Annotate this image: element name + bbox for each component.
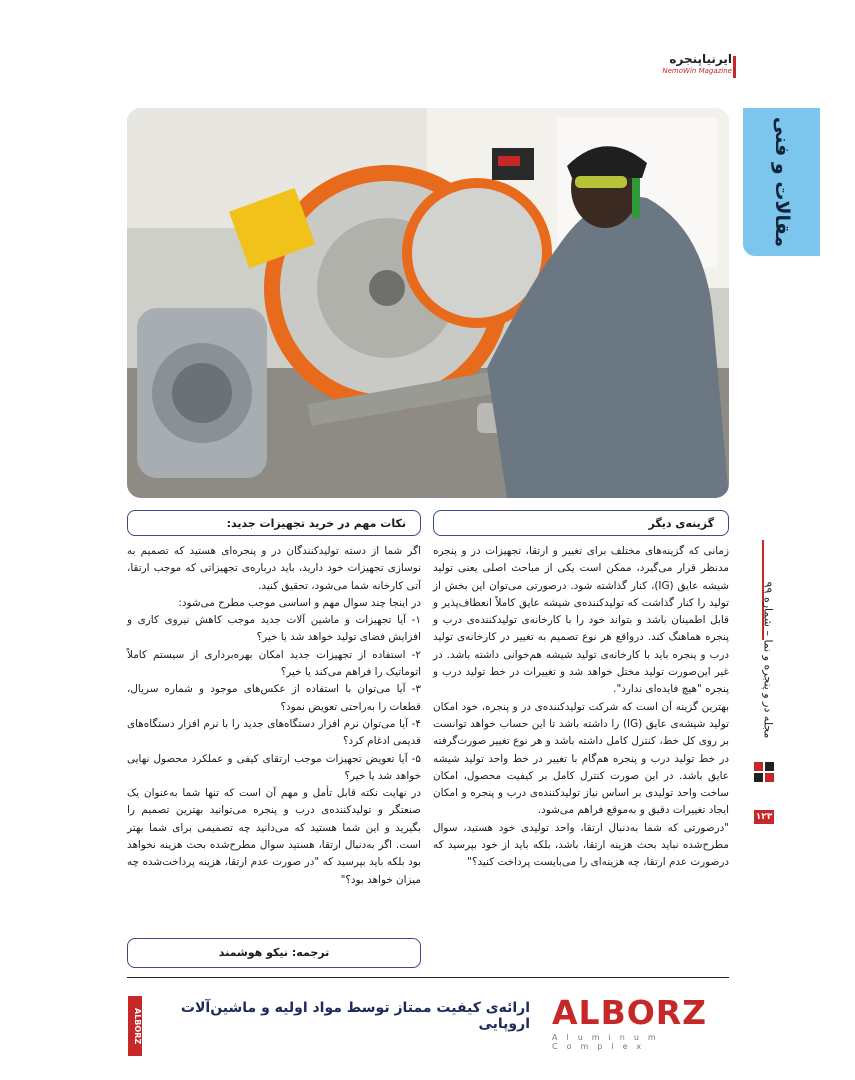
ad-slogan: ارائه‌ی کیفیت ممتاز توسط مواد اولیه و ماشین‌آلات اروپایی [180,1000,530,1032]
left-paragraph-conclusion: در نهایت نکته قابل تأمل و مهم آن است که تنها شما به‌عنوان یک صنعتگر و تولیدکننده‌ی درب و پنجره می‌توانید بهترین تصمیم را بگیرید و این شما هستید که می‌دانید چه تصمیمی برای شما بهتر است. اگر به‌دنبال ارتقا، هستید سوال مطرح‌شده بحث هزینه نخواهد بود بلکه باید بپرسید که "در صورت عدم ارتقا، هزینه پرداخت‌شده چه میزان خواهد بود؟" [127,787,421,886]
right-column-body [433,543,729,872]
logo-persian-text: ایرنیاپنجره [669,52,732,66]
footer-divider [127,977,729,978]
logo-english-text: NemoWin Magazine [662,67,732,75]
left-list-item-4: ۴- آیا می‌توان نرم افزار دستگاه‌های جدید را با نرم افزار دستگاه‌های قدیمی ادغام کرد؟ [127,717,421,748]
right-paragraph-1: زمانی که گزینه‌های مختلف برای تغییر و ارتقا، تجهیزات در و پنجره مدنظر قرار می‌گیرد، ممکن است یکی از مباحث اصلی یعنی تولید شیشه عایق (IG)، کنار گذاشته شود. درصورتی می‌توان این بخش از تولید را کنار گذاشت که تولیدکننده‌ی شیشه عایق کاملاً انعطاف‌پذیر و قابل اطمینان باشد و بتواند خود را با کارخانه‌ی تولیدکننده‌ی درب و پنجره هماهنگ کند. درواقع هر نوع تصمیم به تغییر در کارخانه‌ی تولید درب و پنجره باید با کارخانه‌ی تولید شیشه هم‌خوانی داشته باشد. در غیر این‌صورت تولید مختل خواهد شد و تغییرات در خط تولید درب و پنجره "هیچ فایده‌ای ندارد". [433,545,730,696]
right-paragraph-3: "درصورتی که شما به‌دنبال ارتقا، واحد تولیدی خود هستید، سوال مطرح‌شده نباید بحث هزینه ارتقا، باشد، بلکه باید از خود بپرسید که درصورت عدم ارتقا، چه هزینه‌ای را می‌بایست پرداخت کنید؟" [433,821,729,869]
ad-brand-logo [552,995,730,1051]
left-column-body [127,543,421,889]
ad-vertical-brand: ALBORZ [128,996,142,1056]
worker-saw-illustration [127,108,729,498]
right-paragraph-2: بهترین گزینه آن است که شرکت تولیدکننده‌ی در و پنجره، خود امکان تولید شیشه‌ی عایق (IG) را داشته باشد تا این حساب خواهد توانست بر روی کل خط، کنترل کامل داشته باشد و هر نوع تغییر صورت‌گرفته در خط تولید درب و پنجره هم‌گام با تغییر در خط واحد تولید شیشه عایق باشد. در این صورت کنترل کامل بر کیفیت محصول، امکان ساخت واحد تولیدی بر اساس نیاز تولیدکننده‌ی درب و پنجره و امکان ایجاد تغییرات دقیق و به‌موقع فراهم می‌شود. [433,700,729,817]
window-logo-icon [752,760,776,786]
page-number: ۱۲۳ [755,812,773,822]
logo-accent-bar [733,56,736,78]
ad-brand-name: ALBORZ [552,993,708,1032]
section-tab-label: مقالات و فنی [770,116,793,248]
left-list-item-5: ۵- آیا تعویض تجهیزات موجب ارتقای کیفی و عملکرد محصول نهایی خواهد شد یا خیر؟ [127,752,421,782]
magazine-issue-label: مجله در و پنجره و نما – شماره ۹۹ [761,581,775,739]
ad-brand-subtitle: Aluminum Complex [552,1033,665,1051]
left-list-item-1: ۱- آیا تجهیزات و ماشین آلات جدید موجب کاهش نیروی کاری و افزایش فضای تولید خواهد شد یا خیر؟ [127,614,421,644]
left-column-heading: نکات مهم در خرید تجهیزات جدید: [127,510,421,536]
magazine-logo [636,52,732,86]
left-list-item-3: ۳- آیا می‌توان با استفاده از عکس‌های موجود و شماره سریال، قطعات را به‌راحتی تعویض نمود؟ [127,683,421,713]
left-paragraph-1: اگر شما از دسته تولیدکنندگان در و پنجره‌ای هستید که تصمیم به نوسازی تجهیزات خود دارید، باید درباره‌ی تجهیزاتی که موجب ارتقا، آتی کارخانه شما می‌شود، تحقیق کنید. [127,545,421,592]
left-paragraph-2: در اینجا چند سوال مهم و اساسی موجب مطرح می‌شود: [178,596,421,609]
left-list-item-2: ۲- استفاده از تجهیزات جدید امکان بهره‌برداری از سیستم کاملاً اتوماتیک را فراهم می‌کند یا خیر؟ [127,648,421,679]
right-column-heading: گزینه‌ی دیگر [433,510,729,536]
translator-credit: ترجمه: نیکو هوشمند [127,938,421,968]
article-photo [127,108,729,498]
section-tab [743,108,820,256]
